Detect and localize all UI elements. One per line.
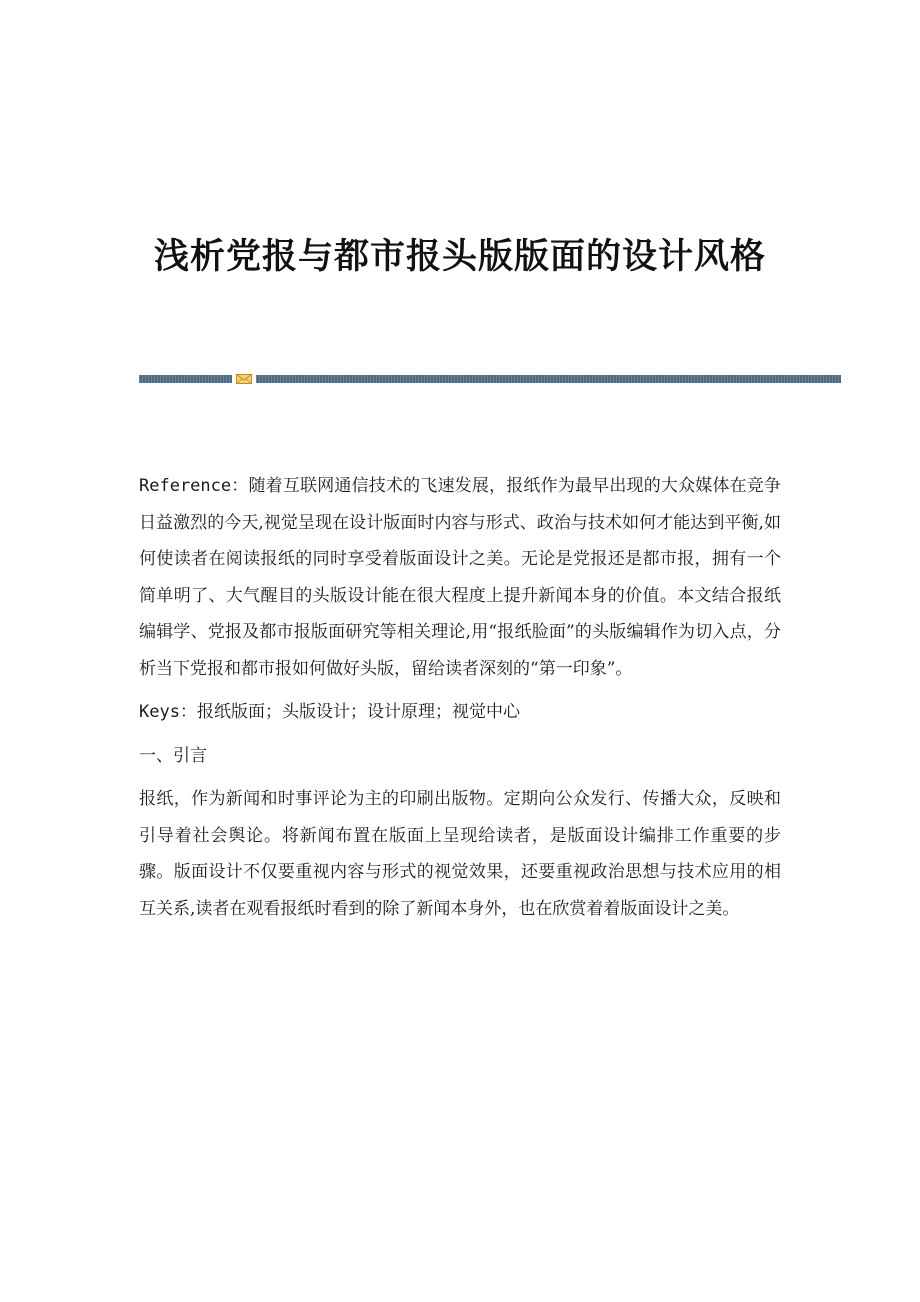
divider-bar-right — [256, 375, 841, 383]
reference-label: Reference： — [139, 476, 249, 496]
document-title: 浅析党报与都市报头版版面的设计风格 — [153, 236, 766, 278]
title-divider — [139, 375, 841, 383]
section-heading: 一、引言 — [139, 745, 207, 766]
reference-text: 随着互联网通信技术的飞速发展，报纸作为最早出现的大众媒体在竞争日益激烈的今天,视觉呈现在设计版面时内容与形式、政治与技术如何才能达到平衡,如何使读者在阅读报纸的同时享受着版面设计之美。无论是党报还是都市报，拥有一个简单明了、大气醒目的头版设计能在很大程度上提升新闻本身的价值。本文结合报纸编辑学、党报及都市报版面研究等相关理论,用“报纸脸面”的头版编辑作为切入点，分析当下党报和都市报如何做好头版，留给读者深刻的“第一印象”。 — [139, 476, 781, 679]
reference-paragraph — [139, 468, 781, 687]
document-body — [139, 468, 781, 927]
keys-paragraph — [139, 694, 781, 731]
intro-paragraph: 报纸，作为新闻和时事评论为主的印刷出版物。定期向公众发行、传播大众，反映和引导着社会舆论。将新闻布置在版面上呈现给读者，是版面设计编排工作重要的步骤。版面设计不仅要重视内容与形式的视觉效果，还要重视政治思想与技术应用的相互关系,读者在观看报纸时看到的除了新闻本身外，也在欣赏着着版面设计之美。 — [139, 789, 781, 919]
divider-bar-left — [139, 375, 232, 383]
keys-text: 报纸版面；头版设计；设计原理；视觉中心 — [196, 702, 520, 722]
keys-label: Keys： — [139, 702, 197, 722]
envelope-ornament-icon — [236, 374, 252, 384]
